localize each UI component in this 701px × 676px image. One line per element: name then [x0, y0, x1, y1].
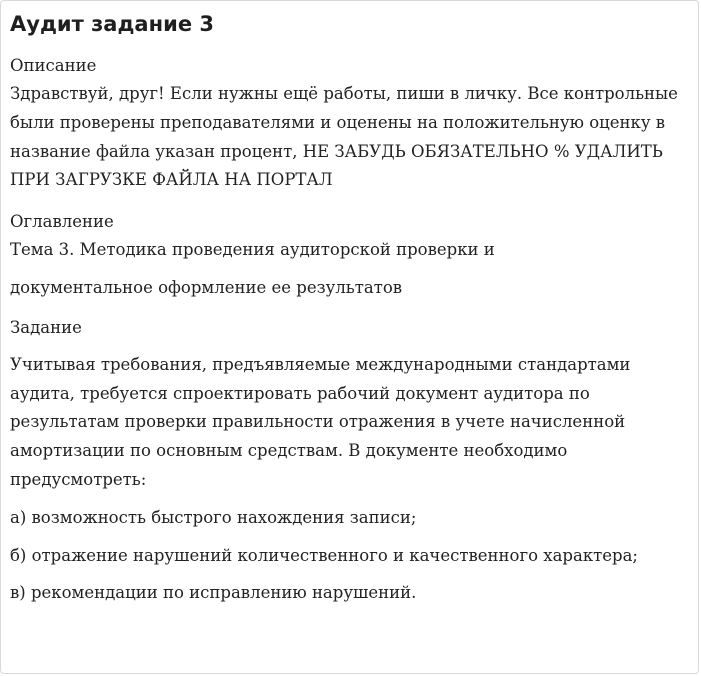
toc-label: Оглавление [10, 212, 114, 232]
description-label: Описание [10, 56, 97, 75]
page-title: Аудит задание 3 [10, 12, 214, 36]
task-text: Учитывая требования, предъявляемые международными стандартами аудита, требуется спроектировать рабочий документ аудитора по результатам проверки правильности отражения в учете начисленной амортизации по основным средствам. В документе необходимо предусмотреть: [10, 354, 631, 489]
task-item-a: а) возможность быстрого нахождения записи; [10, 507, 417, 527]
toc-line-2: документальное оформление ее результатов [10, 277, 403, 297]
description-text: Здравствуй, друг! Если нужны ещё работы, пиши в личку. Все контрольные были проверены преподавателями и оценены на положительную оценку в название файла указан процент, НЕ ЗАБУДЬ ОБЯЗАТЕЛЬНО % УДАЛИТЬ ПРИ ЗАГРУЗКЕ ФАЙЛА НА ПОРТАЛ [10, 84, 678, 190]
toc-line-1: Тема 3. Методика проведения аудиторской проверки и [10, 240, 495, 260]
task-label: Задание [10, 317, 82, 337]
task-item-b: б) отражение нарушений количественного и качественного характера; [10, 545, 638, 565]
task-item-c: в) рекомендации по исправлению нарушений. [10, 583, 417, 603]
